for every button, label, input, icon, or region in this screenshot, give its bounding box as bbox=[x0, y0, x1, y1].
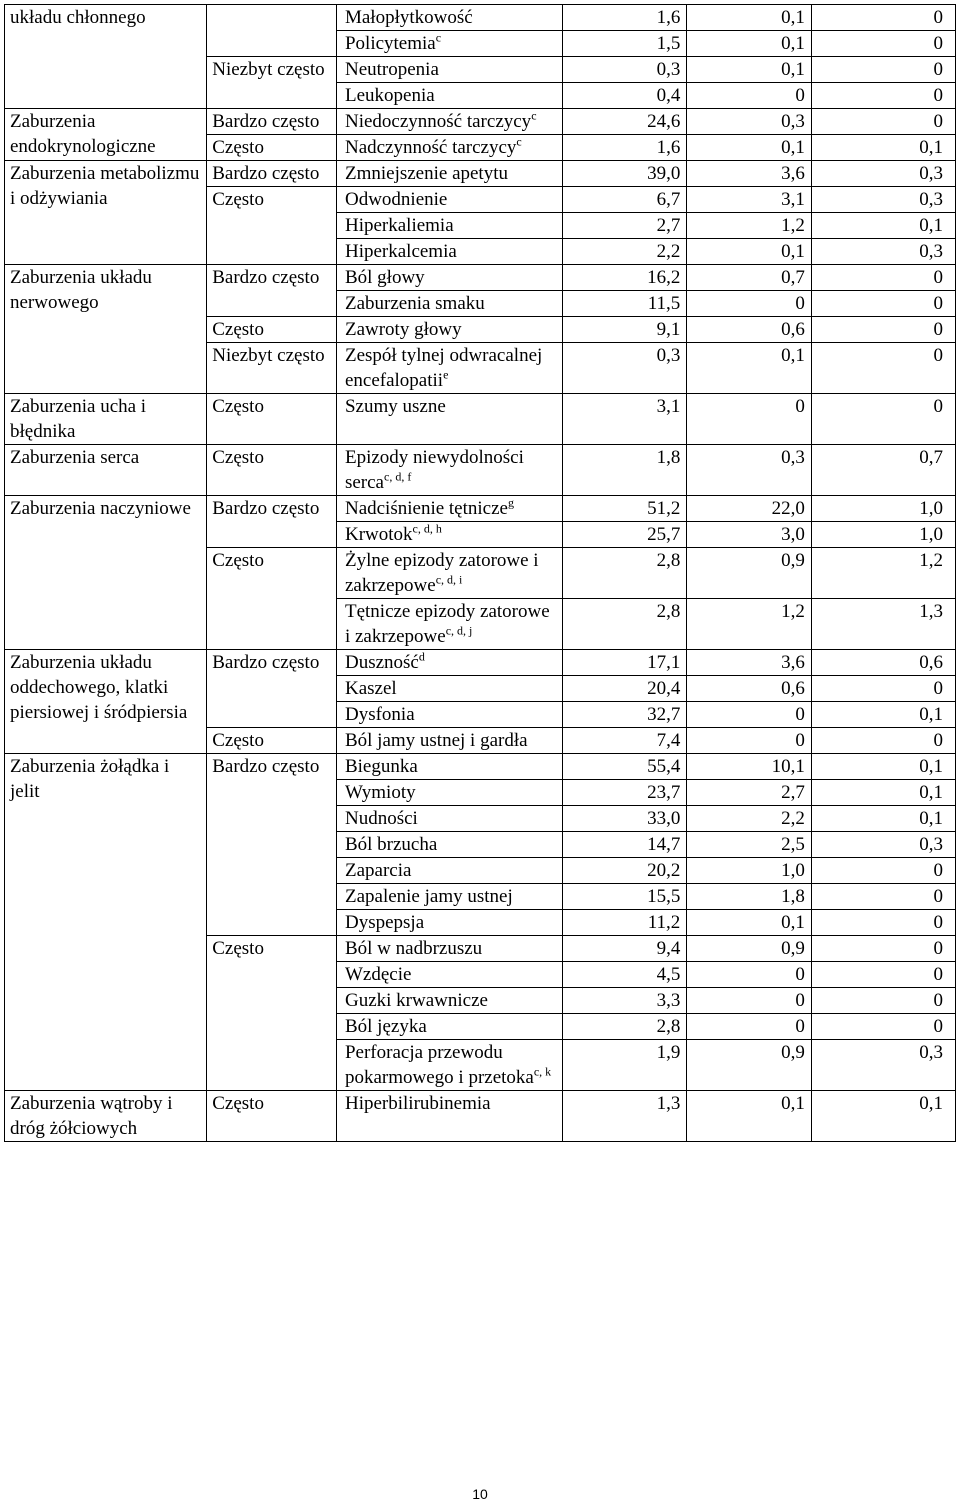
adverse-event-name: Ból głowy bbox=[344, 267, 425, 288]
frequency-cell: Często bbox=[207, 728, 337, 754]
percentage-v2-cell: 0 bbox=[687, 728, 812, 754]
page-number: 10 bbox=[472, 1486, 488, 1502]
percentage-v3-cell: 1,0 bbox=[811, 522, 955, 548]
frequency-cell: Bardzo często bbox=[207, 161, 337, 187]
percentage-v2-cell: 1,2 bbox=[687, 599, 812, 650]
table-row bbox=[5, 496, 956, 522]
percentage-v3-cell: 0,3 bbox=[811, 187, 955, 213]
table-row bbox=[5, 161, 956, 187]
percentage-v1-cell: 55,4 bbox=[562, 754, 687, 780]
percentage-v3-cell: 0 bbox=[811, 291, 955, 317]
percentage-v3-cell: 0,1 bbox=[811, 806, 955, 832]
adverse-event-name: Leukopenia bbox=[344, 85, 435, 106]
adverse-event-cell bbox=[336, 343, 562, 394]
adverse-event-cell bbox=[336, 445, 562, 496]
percentage-v1-cell: 6,7 bbox=[562, 187, 687, 213]
adverse-event-cell bbox=[336, 858, 562, 884]
adverse-event-cell bbox=[336, 728, 562, 754]
frequency-cell: Często bbox=[207, 548, 337, 650]
adverse-event-cell bbox=[336, 1091, 562, 1142]
percentage-v2-cell: 0,1 bbox=[687, 239, 812, 265]
adverse-event-cell bbox=[336, 988, 562, 1014]
adverse-event-name: Neutropenia bbox=[344, 59, 439, 80]
percentage-v3-cell: 0 bbox=[811, 1014, 955, 1040]
frequency-cell: Często bbox=[207, 1091, 337, 1142]
percentage-v3-cell: 0 bbox=[811, 858, 955, 884]
adverse-event-cell bbox=[336, 599, 562, 650]
adverse-event-cell bbox=[336, 884, 562, 910]
percentage-v2-cell: 0,7 bbox=[687, 265, 812, 291]
percentage-v3-cell: 0 bbox=[811, 265, 955, 291]
percentage-v2-cell: 0,6 bbox=[687, 676, 812, 702]
frequency-cell: Często bbox=[207, 317, 337, 343]
percentage-v3-cell: 0,6 bbox=[811, 650, 955, 676]
adverse-events-body bbox=[5, 5, 956, 1142]
adverse-event-cell bbox=[336, 31, 562, 57]
adverse-event-name: Zapalenie jamy ustnej bbox=[344, 886, 513, 907]
adverse-event-cell bbox=[336, 161, 562, 187]
percentage-v3-cell: 0,1 bbox=[811, 702, 955, 728]
frequency-cell: Często bbox=[207, 135, 337, 161]
percentage-v2-cell: 1,0 bbox=[687, 858, 812, 884]
adverse-event-name: Dyspepsja bbox=[344, 912, 425, 933]
adverse-event-name: Kaszel bbox=[344, 678, 397, 699]
percentage-v3-cell: 0 bbox=[811, 962, 955, 988]
percentage-v1-cell: 51,2 bbox=[562, 496, 687, 522]
percentage-v2-cell: 1,2 bbox=[687, 213, 812, 239]
percentage-v3-cell: 0,3 bbox=[811, 239, 955, 265]
adverse-event-cell bbox=[336, 317, 562, 343]
percentage-v2-cell: 0 bbox=[687, 291, 812, 317]
table-row bbox=[5, 265, 956, 291]
table-row bbox=[5, 394, 956, 445]
percentage-v3-cell: 1,3 bbox=[811, 599, 955, 650]
percentage-v1-cell: 17,1 bbox=[562, 650, 687, 676]
percentage-v2-cell: 3,0 bbox=[687, 522, 812, 548]
percentage-v1-cell: 9,4 bbox=[562, 936, 687, 962]
adverse-event-cell bbox=[336, 754, 562, 780]
percentage-v3-cell: 1,2 bbox=[811, 548, 955, 599]
adverse-event-cell bbox=[336, 962, 562, 988]
percentage-v1-cell: 2,7 bbox=[562, 213, 687, 239]
frequency-cell: Często bbox=[207, 445, 337, 496]
percentage-v2-cell: 2,2 bbox=[687, 806, 812, 832]
percentage-v2-cell: 0,1 bbox=[687, 910, 812, 936]
adverse-event-cell bbox=[336, 5, 562, 31]
adverse-event-name: Nadczynność tarczycy bbox=[344, 137, 517, 158]
percentage-v2-cell: 1,8 bbox=[687, 884, 812, 910]
percentage-v1-cell: 11,2 bbox=[562, 910, 687, 936]
percentage-v1-cell: 33,0 bbox=[562, 806, 687, 832]
percentage-v1-cell: 39,0 bbox=[562, 161, 687, 187]
percentage-v3-cell: 0 bbox=[811, 936, 955, 962]
frequency-cell: Bardzo często bbox=[207, 109, 337, 135]
frequency-cell: Często bbox=[207, 394, 337, 445]
adverse-event-cell bbox=[336, 522, 562, 548]
adverse-event-name: Zawroty głowy bbox=[344, 319, 462, 340]
organ-class-cell: Zaburzenia ucha i błędnika bbox=[5, 394, 207, 445]
organ-class-cell: Zaburzenia serca bbox=[5, 445, 207, 496]
adverse-event-name: Perforacja przewodu pokarmowego i przetoka bbox=[344, 1042, 534, 1088]
adverse-event-cell bbox=[336, 910, 562, 936]
adverse-event-name: Wzdęcie bbox=[344, 964, 412, 985]
adverse-event-cell bbox=[336, 394, 562, 445]
percentage-v1-cell: 0,3 bbox=[562, 343, 687, 394]
percentage-v3-cell: 0 bbox=[811, 728, 955, 754]
percentage-v3-cell: 0,3 bbox=[811, 1040, 955, 1091]
percentage-v2-cell: 0,1 bbox=[687, 57, 812, 83]
percentage-v2-cell: 0 bbox=[687, 988, 812, 1014]
frequency-cell: Niezbyt często bbox=[207, 343, 337, 394]
adverse-event-cell bbox=[336, 213, 562, 239]
adverse-event-name: Ból jamy ustnej i gardła bbox=[344, 730, 528, 751]
percentage-v1-cell: 2,2 bbox=[562, 239, 687, 265]
frequency-cell: Bardzo często bbox=[207, 650, 337, 728]
percentage-v2-cell: 0 bbox=[687, 1014, 812, 1040]
adverse-event-cell bbox=[336, 239, 562, 265]
adverse-event-cell bbox=[336, 780, 562, 806]
percentage-v2-cell: 3,1 bbox=[687, 187, 812, 213]
adverse-event-cell bbox=[336, 291, 562, 317]
percentage-v1-cell: 3,3 bbox=[562, 988, 687, 1014]
table-row bbox=[5, 445, 956, 496]
adverse-event-cell bbox=[336, 57, 562, 83]
adverse-event-name: Guzki krwawnicze bbox=[344, 990, 488, 1011]
percentage-v2-cell: 0 bbox=[687, 83, 812, 109]
percentage-v1-cell: 4,5 bbox=[562, 962, 687, 988]
percentage-v1-cell: 1,9 bbox=[562, 1040, 687, 1091]
adverse-event-cell bbox=[336, 83, 562, 109]
percentage-v3-cell: 0 bbox=[811, 57, 955, 83]
adverse-event-name: Zmniejszenie apetytu bbox=[344, 163, 508, 184]
percentage-v2-cell: 0 bbox=[687, 394, 812, 445]
percentage-v3-cell: 0,1 bbox=[811, 135, 955, 161]
percentage-v1-cell: 7,4 bbox=[562, 728, 687, 754]
percentage-v1-cell: 1,5 bbox=[562, 31, 687, 57]
percentage-v2-cell: 0,1 bbox=[687, 5, 812, 31]
adverse-event-name: Niedoczynność tarczycy bbox=[344, 111, 532, 132]
percentage-v3-cell: 0 bbox=[811, 394, 955, 445]
percentage-v1-cell: 1,8 bbox=[562, 445, 687, 496]
adverse-event-name: Zespół tylnej odwracalnej encefalopatii bbox=[344, 345, 543, 391]
adverse-event-cell bbox=[336, 548, 562, 599]
percentage-v2-cell: 3,6 bbox=[687, 650, 812, 676]
adverse-event-cell bbox=[336, 650, 562, 676]
adverse-event-cell bbox=[336, 1040, 562, 1091]
footnote-marker: c, k bbox=[533, 1064, 552, 1079]
frequency-cell: Bardzo często bbox=[207, 265, 337, 317]
frequency-cell: Niezbyt często bbox=[207, 57, 337, 109]
percentage-v3-cell: 0 bbox=[811, 5, 955, 31]
frequency-cell: Często bbox=[207, 936, 337, 1091]
adverse-event-cell bbox=[336, 936, 562, 962]
percentage-v2-cell: 22,0 bbox=[687, 496, 812, 522]
footnote-marker: c, d, j bbox=[445, 623, 473, 638]
percentage-v3-cell: 0 bbox=[811, 317, 955, 343]
percentage-v3-cell: 0,3 bbox=[811, 832, 955, 858]
percentage-v2-cell: 0,1 bbox=[687, 343, 812, 394]
percentage-v1-cell: 23,7 bbox=[562, 780, 687, 806]
adverse-event-name: Ból w nadbrzuszu bbox=[344, 938, 483, 959]
frequency-cell: Bardzo często bbox=[207, 754, 337, 936]
adverse-event-name: Ból brzucha bbox=[344, 834, 438, 855]
organ-class-cell: Zaburzenia układu nerwowego bbox=[5, 265, 207, 394]
footnote-marker: c bbox=[516, 134, 522, 149]
adverse-event-cell bbox=[336, 496, 562, 522]
percentage-v1-cell: 16,2 bbox=[562, 265, 687, 291]
percentage-v2-cell: 0 bbox=[687, 702, 812, 728]
table-row bbox=[5, 1091, 956, 1142]
frequency-cell: Często bbox=[207, 187, 337, 265]
adverse-event-name: Wymioty bbox=[344, 782, 416, 803]
footnote-marker: e bbox=[443, 367, 449, 382]
percentage-v3-cell: 0 bbox=[811, 343, 955, 394]
organ-class-cell: Zaburzenia wątroby i dróg żółciowych bbox=[5, 1091, 207, 1142]
percentage-v1-cell: 1,6 bbox=[562, 135, 687, 161]
percentage-v1-cell: 11,5 bbox=[562, 291, 687, 317]
table-row bbox=[5, 754, 956, 780]
percentage-v2-cell: 0 bbox=[687, 962, 812, 988]
percentage-v2-cell: 0,9 bbox=[687, 936, 812, 962]
adverse-event-name: Zaparcia bbox=[344, 860, 412, 881]
percentage-v3-cell: 0,1 bbox=[811, 780, 955, 806]
percentage-v2-cell: 0,1 bbox=[687, 31, 812, 57]
footnote-marker: d bbox=[418, 649, 425, 664]
percentage-v2-cell: 0,3 bbox=[687, 445, 812, 496]
percentage-v3-cell: 0 bbox=[811, 910, 955, 936]
percentage-v3-cell: 0 bbox=[811, 988, 955, 1014]
organ-class-cell: Zaburzenia naczyniowe bbox=[5, 496, 207, 650]
percentage-v2-cell: 0,6 bbox=[687, 317, 812, 343]
footnote-marker: c, d, f bbox=[384, 469, 412, 484]
percentage-v1-cell: 2,8 bbox=[562, 599, 687, 650]
adverse-event-cell bbox=[336, 806, 562, 832]
frequency-cell bbox=[207, 5, 337, 57]
percentage-v2-cell: 3,6 bbox=[687, 161, 812, 187]
percentage-v2-cell: 0,3 bbox=[687, 109, 812, 135]
footnote-marker: c, d, i bbox=[435, 572, 463, 587]
adverse-event-cell bbox=[336, 265, 562, 291]
frequency-cell: Bardzo często bbox=[207, 496, 337, 548]
adverse-event-name: Szumy uszne bbox=[344, 396, 446, 417]
percentage-v1-cell: 1,3 bbox=[562, 1091, 687, 1142]
adverse-event-name: Hiperkalcemia bbox=[344, 241, 457, 262]
adverse-event-cell bbox=[336, 1014, 562, 1040]
adverse-event-cell bbox=[336, 702, 562, 728]
percentage-v1-cell: 2,8 bbox=[562, 1014, 687, 1040]
adverse-event-cell bbox=[336, 676, 562, 702]
percentage-v2-cell: 10,1 bbox=[687, 754, 812, 780]
percentage-v1-cell: 0,3 bbox=[562, 57, 687, 83]
table-row bbox=[5, 650, 956, 676]
percentage-v3-cell: 0 bbox=[811, 109, 955, 135]
adverse-event-name: Żylne epizody zatorowe i zakrzepowe bbox=[344, 550, 539, 596]
organ-class-cell: Zaburzenia układu oddechowego, klatki piersiowej i śródpiersia bbox=[5, 650, 207, 754]
adverse-event-name: Małopłytkowość bbox=[344, 7, 473, 28]
adverse-event-cell bbox=[336, 109, 562, 135]
adverse-events-table bbox=[4, 4, 956, 1142]
percentage-v2-cell: 0,1 bbox=[687, 1091, 812, 1142]
percentage-v1-cell: 9,1 bbox=[562, 317, 687, 343]
adverse-event-name: Tętnicze epizody zatorowe i zakrzepowe bbox=[344, 601, 550, 647]
percentage-v3-cell: 0,3 bbox=[811, 161, 955, 187]
footnote-marker: c bbox=[531, 108, 537, 123]
percentage-v1-cell: 25,7 bbox=[562, 522, 687, 548]
adverse-event-name: Zaburzenia smaku bbox=[344, 293, 485, 314]
adverse-event-name: Nadciśnienie tętnicze bbox=[344, 498, 508, 519]
percentage-v1-cell: 20,2 bbox=[562, 858, 687, 884]
adverse-event-name: Policytemia bbox=[344, 33, 436, 54]
table-row bbox=[5, 109, 956, 135]
percentage-v1-cell: 1,6 bbox=[562, 5, 687, 31]
adverse-event-name: Dysfonia bbox=[344, 704, 415, 725]
table-row bbox=[5, 5, 956, 31]
adverse-event-name: Duszność bbox=[344, 652, 419, 673]
percentage-v1-cell: 15,5 bbox=[562, 884, 687, 910]
adverse-event-name: Hiperbilirubinemia bbox=[344, 1093, 491, 1114]
organ-class-cell: Zaburzenia metabolizmu i odżywiania bbox=[5, 161, 207, 265]
percentage-v3-cell: 1,0 bbox=[811, 496, 955, 522]
percentage-v1-cell: 20,4 bbox=[562, 676, 687, 702]
percentage-v3-cell: 0 bbox=[811, 884, 955, 910]
percentage-v2-cell: 2,7 bbox=[687, 780, 812, 806]
footnote-marker: g bbox=[507, 495, 514, 510]
percentage-v3-cell: 0,1 bbox=[811, 754, 955, 780]
percentage-v2-cell: 0,9 bbox=[687, 548, 812, 599]
percentage-v2-cell: 0,1 bbox=[687, 135, 812, 161]
percentage-v1-cell: 3,1 bbox=[562, 394, 687, 445]
organ-class-cell: Zaburzenia endokrynologiczne bbox=[5, 109, 207, 161]
percentage-v3-cell: 0,1 bbox=[811, 213, 955, 239]
adverse-event-name: Epizody niewydolności serca bbox=[344, 447, 524, 493]
percentage-v1-cell: 2,8 bbox=[562, 548, 687, 599]
adverse-event-name: Odwodnienie bbox=[344, 189, 448, 210]
organ-class-cell: Zaburzenia żołądka i jelit bbox=[5, 754, 207, 1091]
percentage-v3-cell: 0 bbox=[811, 31, 955, 57]
percentage-v1-cell: 32,7 bbox=[562, 702, 687, 728]
percentage-v3-cell: 0 bbox=[811, 83, 955, 109]
percentage-v1-cell: 0,4 bbox=[562, 83, 687, 109]
percentage-v2-cell: 2,5 bbox=[687, 832, 812, 858]
footnote-marker: c bbox=[435, 30, 442, 45]
percentage-v3-cell: 0,7 bbox=[811, 445, 955, 496]
adverse-event-name: Nudności bbox=[344, 808, 418, 829]
adverse-event-name: Biegunka bbox=[344, 756, 418, 777]
percentage-v1-cell: 14,7 bbox=[562, 832, 687, 858]
adverse-event-name: Hiperkaliemia bbox=[344, 215, 454, 236]
percentage-v3-cell: 0 bbox=[811, 676, 955, 702]
percentage-v2-cell: 0,9 bbox=[687, 1040, 812, 1091]
adverse-event-name: Ból języka bbox=[344, 1016, 427, 1037]
footnote-marker: c, d, h bbox=[412, 521, 442, 536]
percentage-v3-cell: 0,1 bbox=[811, 1091, 955, 1142]
organ-class-cell: układu chłonnego bbox=[5, 5, 207, 109]
adverse-event-cell bbox=[336, 187, 562, 213]
adverse-event-name: Krwotok bbox=[344, 524, 413, 545]
percentage-v1-cell: 24,6 bbox=[562, 109, 687, 135]
adverse-event-cell bbox=[336, 832, 562, 858]
adverse-event-cell bbox=[336, 135, 562, 161]
